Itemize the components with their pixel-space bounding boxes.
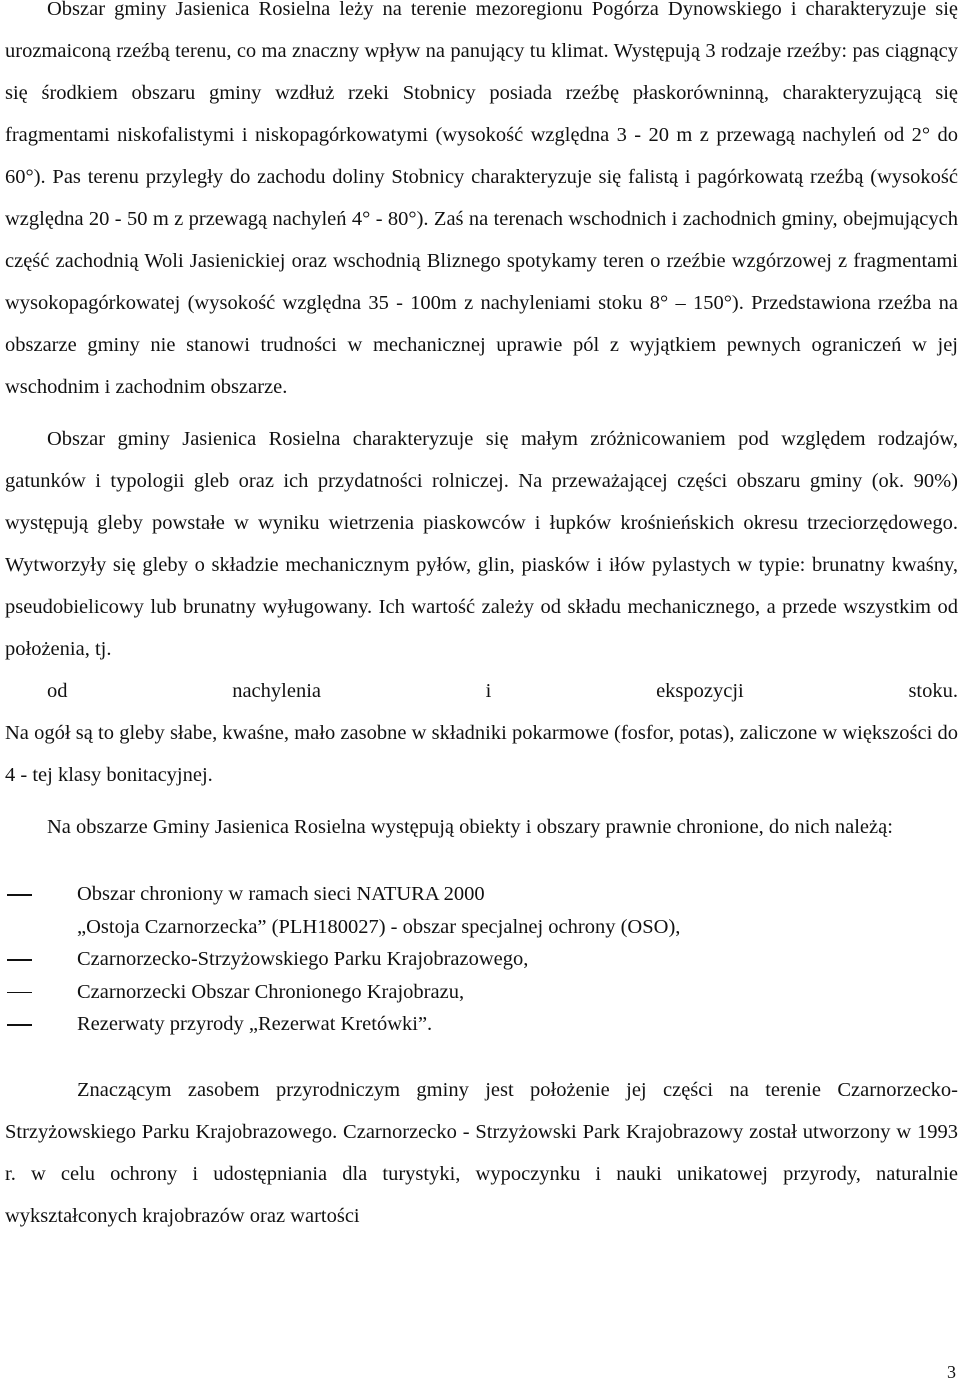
spacer — [5, 796, 958, 806]
paragraph-relief: Obszar gminy Jasienica Rosielna leży na terenie mezoregionu Pogórza Dynowskiego i charakteryzuje się urozmaiconą rzeźbą terenu, co ma znaczny wpływ na panujący tu klimat. Występują 3 rodzaje rzeźby: pas ciągnący się środkiem obszaru gminy wzdłuż rzeki Stobnicy posiada rzeźbę płaskorówninną, charakteryzującą się fragmentami niskofalistymi i niskopagórkowatymi (wysokość względna 3 - 20 m z przewagą nachyleń od 2° do 60°). Pas terenu przyległy do zachodu doliny Stobnicy charakteryzuje się falistą i pagórkowatą rzeźbą (wysokość względna 20 - 50 m z przewagą nachyleń 4° - 80°). Zaś na terenach wschodnich i zachodnich gminy, obejmujących część zachodnią Woli Jasienickiej oraz wschodnią Bliznego spotykamy teren o rzeźbie wzgórzowej z fragmentami wysokopagórkowatej (wysokość względna 35 - 100m z nachyleniami stoku 8° – 150°). Przedstawiona rzeźba na obszarze gminy nie stanowi trudności w mechanicznej uprawie pól z wyjątkiem pewnych ograniczeń w jej wschodnim i zachodnim obszarze. — [5, 0, 958, 398]
list-item-continuation — [5, 911, 958, 944]
list-item-text: Czarnorzecko-Strzyżowskiego Parku Krajobrazowego, — [77, 948, 529, 970]
list-item-text: Obszar chroniony w ramach sieci NATURA 2000 — [77, 883, 485, 905]
list-item — [5, 1008, 958, 1041]
spacer — [5, 1041, 958, 1069]
document-page — [5, 0, 958, 1237]
paragraph-soils-main: Obszar gminy Jasienica Rosielna charakteryzuje się małym zróżnicowaniem pod względem rodzajów, gatunków i typologii gleb oraz ich przydatności rolniczej. Na przeważającej części obszaru gminy (ok. 90%) występują gleby powstałe w wyniku wietrzenia piaskowców i łupków krośnieńskich okresu trzeciorzędowego. Wytworzyły się gleby o składzie mechanicznym pyłów, glin, piasków i iłów pylastych w typie: brunatny kwaśny, pseudobielicowy lub brunatny wyługowany. Ich wartość zależy od składu mechanicznego, a przede wszystkim od położenia, tj. — [5, 428, 958, 660]
paragraph-park: Znaczącym zasobem przyrodniczym gminy jest położenie jej części na terenie Czarnorzecko-Strzyżowskiego Parku Krajobrazowego. Czarnorzecko - Strzyżowski Park Krajobrazowy został utworzony w 1993 r. w celu ochrony i udostępniania dla turystyki, wypoczynku i nauki unikatowej przyrody, naturalnie wykształconych krajobrazów oraz wartości — [5, 1078, 958, 1227]
list-item-text: „Ostoja Czarnorzecka” (PLH180027) - obszar specjalnej ochrony (OSO), — [77, 915, 681, 938]
spacer — [5, 408, 958, 418]
paragraph-soils-justified-line: od nachylenia i ekspozycji stoku. — [47, 680, 958, 702]
list-item-text: Rezerwaty przyrody „Rezerwat Kretówki”. — [77, 1013, 433, 1035]
page-number: 3 — [947, 1362, 956, 1382]
list-item — [5, 976, 958, 1009]
dash-bullet-icon — [7, 943, 57, 961]
list-item — [5, 878, 958, 911]
paragraph-soils — [5, 418, 958, 712]
dash-bullet-icon — [7, 1008, 57, 1026]
paragraph-protected-intro: Na obszarze Gminy Jasienica Rosielna występują obiekty i obszary prawnie chronione, do nich należą: — [47, 816, 893, 838]
protected-areas-list — [5, 878, 958, 1041]
dash-bullet-icon — [7, 976, 57, 994]
paragraph-soils-tail: Na ogół są to gleby słabe, kwaśne, mało zasobne w składniki pokarmowe (fosfor, potas), zaliczone w większości do 4 - tej klasy bonitacyjnej. — [5, 722, 958, 786]
list-item — [5, 943, 958, 976]
dash-bullet-icon — [7, 878, 57, 896]
list-item-text: Czarnorzecki Obszar Chronionego Krajobrazu, — [77, 980, 465, 1003]
